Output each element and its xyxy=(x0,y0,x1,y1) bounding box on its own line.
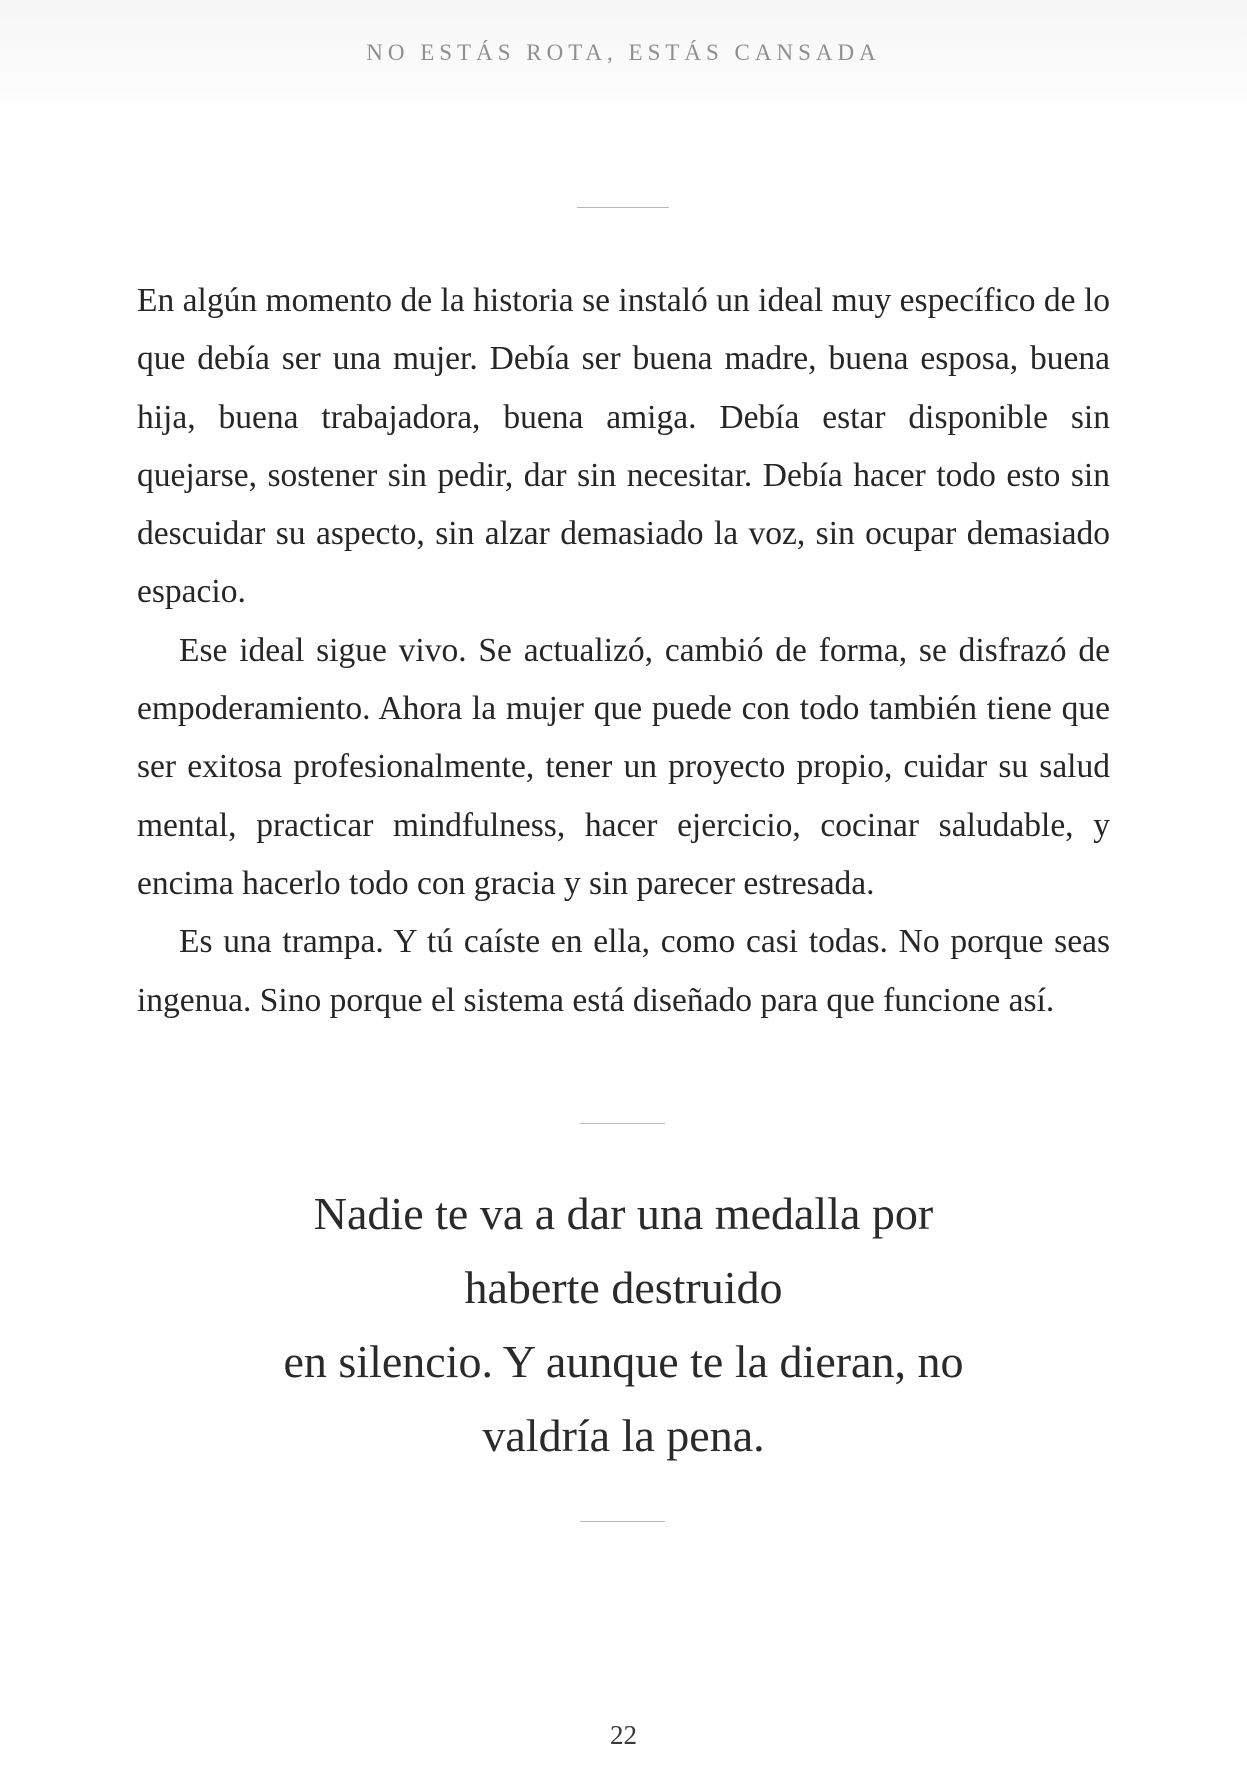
body-text xyxy=(137,272,1110,1030)
paragraph-2: Ese ideal sigue vivo. Se actualizó, cambió de forma, se disfrazó de empoderamiento. Ahora la mujer que puede con todo también tiene que ser exitosa profesionalmente, tener un proyecto propio, cuidar su salud mental, practicar mindfulness, hacer ejercicio, cocinar saludable, y encima hacerlo todo con gracia y sin parecer estresada. xyxy=(137,631,1110,902)
quote-divider-bottom xyxy=(580,1521,665,1522)
paragraph-3: Es una trampa. Y tú caíste en ella, como casi todas. No porque seas ingenua. Sino porque el sistema está diseñado para que funcione así. xyxy=(137,923,1110,1019)
pull-quote-line: en silencio. Y aunque te la dieran, no xyxy=(283,1336,964,1387)
paragraph-1: En algún momento de la historia se instaló un ideal muy específico de lo que debía ser una mujer. Debía ser buena madre, buena esposa, buena hija, buena trabajadora, buena amiga. Debía estar disponible sin quejarse, sostener sin pedir, dar sin necesitar. Debía hacer todo esto sin descuidar su aspecto, sin alzar demasiado la voz, sin ocupar demasiado espacio. xyxy=(137,282,1110,611)
quote-divider-top xyxy=(580,1123,665,1124)
running-header xyxy=(0,0,1247,120)
pull-quote-line: haberte destruido xyxy=(464,1262,783,1313)
top-divider xyxy=(577,207,669,208)
pull-quote xyxy=(137,1177,1110,1473)
pull-quote-line: valdría la pena. xyxy=(482,1410,765,1461)
running-title: NO ESTÁS ROTA, ESTÁS CANSADA xyxy=(366,40,881,65)
page-number: 22 xyxy=(610,1720,637,1750)
pull-quote-line: Nadie te va a dar una medalla por xyxy=(313,1188,934,1239)
